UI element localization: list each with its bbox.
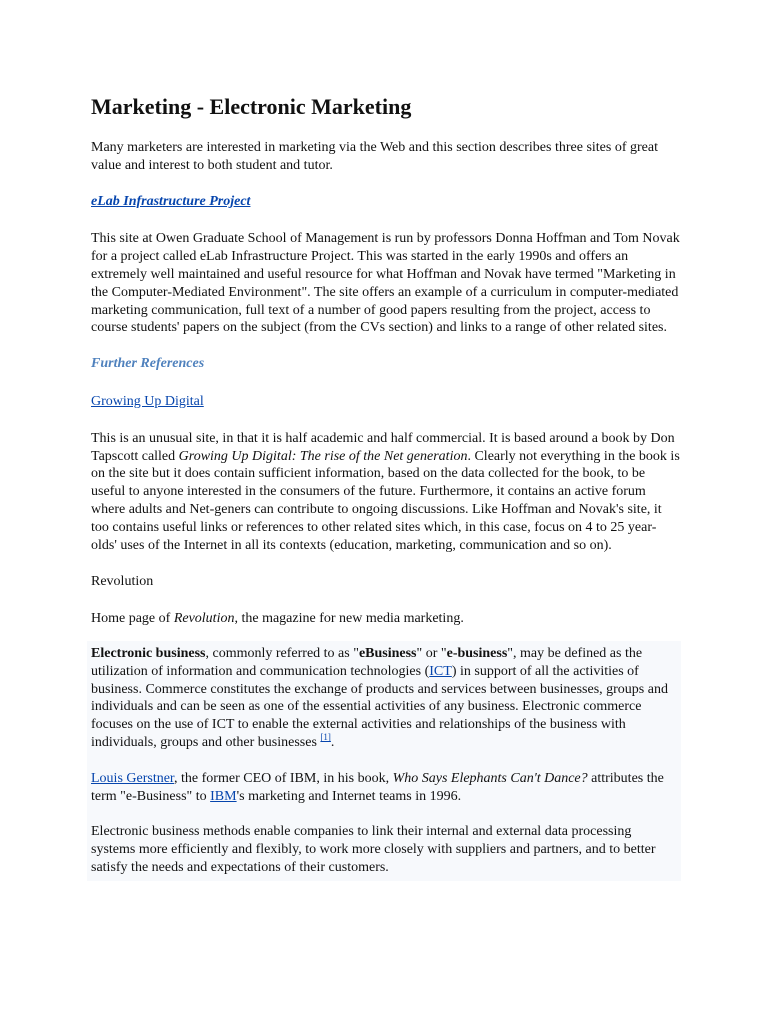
elab-description: This site at Owen Graduate School of Management is run by professors Donna Hoffman and Tom Novak for a project called eLab Infrastructure Project. This was started in the early 1990s and offers an extremely well maintained and useful resource for what Hoffman and Novak have termed "Marketing in the Computer-Mediated Environment". The site offers an example of a curriculum in computer-mediated marketing communication, full text of a number of good papers resulting from the project, access to course students' papers on the subject (from the CVs section) and links to a range of other related sites. xyxy=(91,231,680,336)
ebusiness-text-3: ", may be defined as the utilization of information and communication technologies ( xyxy=(91,645,643,679)
growing-desc-text-end: . Clearly not everything in the book is on the site but it does contain sufficient information, based on the data collected for the book, to be useful to anyone interested in the consumers of the future. Furthermore, it contains an active forum where adults and Net-geners can contribute to ongoing discussions. Like Hoffman and Novak's site, it too contains useful links or references to other related sites which, in this case, focus on 4 to 25 year-olds' uses of the Internet in all its contexts (education, marketing, communication and so on). xyxy=(91,448,680,553)
intro-paragraph: Many marketers are interested in marketing via the Web and this section describes three sites of great value and interest to both student and tutor. xyxy=(91,140,658,173)
gerstner-book-title: Who Says Elephants Can't Dance? xyxy=(392,770,588,786)
ebusiness-definition xyxy=(91,645,677,752)
ebusiness-text-5: . xyxy=(330,734,335,750)
footnote-link[interactable]: [1] xyxy=(320,731,331,742)
ict-link[interactable]: ICT xyxy=(429,663,452,679)
revolution-heading: Revolution xyxy=(91,574,154,590)
article-body xyxy=(91,94,681,881)
ebusiness-methods-paragraph: Electronic business methods enable companies to link their internal and external data processing systems more efficiently and flexibly, to work more closely with suppliers and partners, and to better satisfy the needs and expectations of their customers. xyxy=(91,824,656,875)
revolution-desc-text-end: , the magazine for new media marketing. xyxy=(234,611,464,627)
ebusiness-text-1: , commonly referred to as " xyxy=(205,645,359,661)
revolution-desc-text: Home page of xyxy=(91,611,174,627)
louis-gerstner-link[interactable]: Louis Gerstner xyxy=(91,770,175,786)
growing-up-digital-paragraph xyxy=(91,393,681,411)
magazine-title: Revolution xyxy=(173,611,235,627)
gerstner-text-2: attributes the term "e-Business" to xyxy=(91,770,664,804)
ebusiness-text-2: " or " xyxy=(416,645,447,661)
book-title: Growing Up Digital: The rise of the Net generation xyxy=(178,448,468,464)
ibm-link[interactable]: IBM xyxy=(210,788,237,804)
elab-link[interactable]: eLab Infrastructure Project xyxy=(91,193,251,209)
growing-desc-text: This is an unusual site, in that it is half academic and half commercial. It is based around a book by Don Tapscott called xyxy=(91,430,675,464)
further-references-heading: Further References xyxy=(91,356,205,372)
gerstner-text-3: 's marketing and Internet teams in 1996. xyxy=(236,788,462,804)
ebusiness-excerpt xyxy=(87,641,681,881)
gerstner-paragraph xyxy=(91,770,677,806)
growing-up-digital-link[interactable]: Growing Up Digital xyxy=(91,393,204,409)
gerstner-text-1: , the former CEO of IBM, in his book, xyxy=(174,770,393,786)
page-title: Marketing - Electronic Marketing xyxy=(91,94,412,119)
ebusiness-term: Electronic business xyxy=(91,645,206,661)
revolution-description xyxy=(91,610,681,628)
ebusiness-alias-1: eBusiness xyxy=(358,645,417,661)
ebusiness-alias-2: e-business xyxy=(446,645,508,661)
ebusiness-text-4: ) in support of all the activities of business. Commerce constitutes the exchange of products and services between businesses, groups and individuals and can be seen as one of the essential activities of any business. Electronic commerce focuses on the use of ICT to enable the external activities and relationships of the business with individuals, groups and other businesses xyxy=(91,663,668,750)
growing-up-digital-description xyxy=(91,430,681,555)
